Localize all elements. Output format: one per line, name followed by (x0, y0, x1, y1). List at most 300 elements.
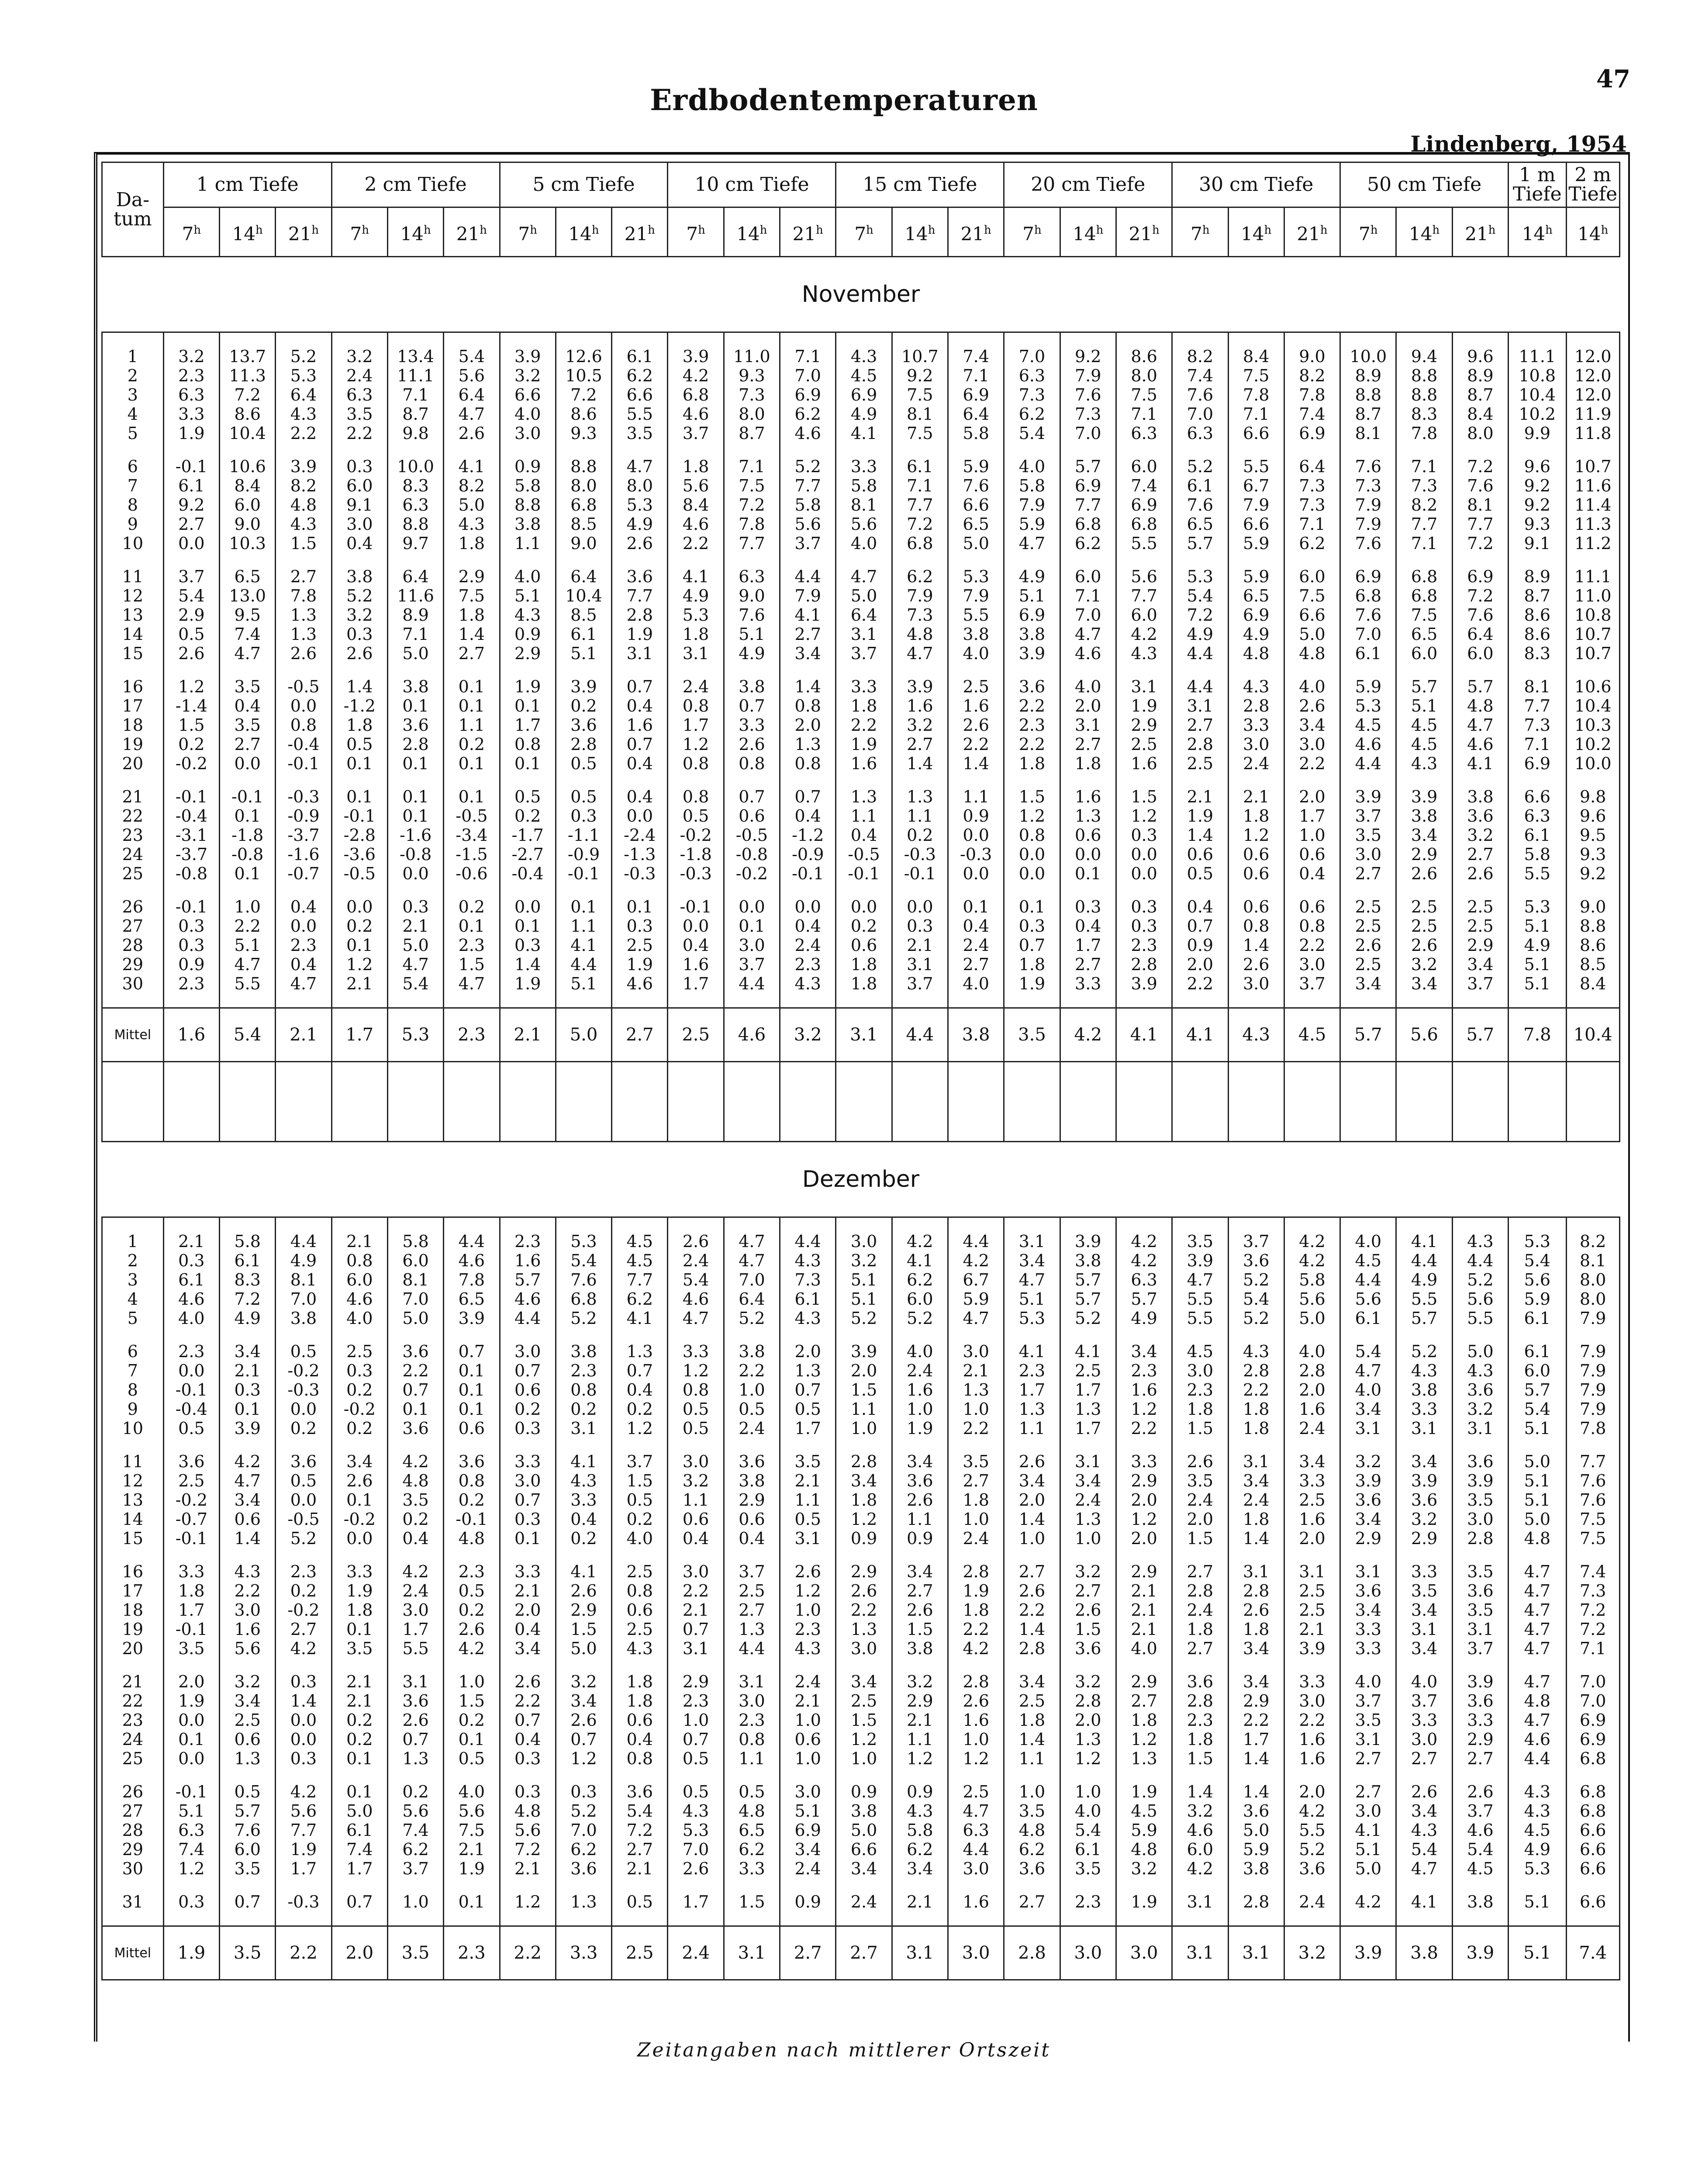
temperature-cell: 1.2 (1116, 806, 1172, 826)
temperature-cell: 1.4 (1004, 1620, 1060, 1639)
temperature-cell: 6.1 (892, 457, 948, 476)
temperature-cell: 4.5 (1340, 1251, 1396, 1270)
temperature-cell: 2.4 (1228, 1490, 1284, 1510)
temperature-cell: 2.0 (1004, 1490, 1060, 1510)
temperature-cell: -0.1 (163, 1380, 219, 1400)
temperature-cell: 7.1 (387, 385, 443, 404)
empty-cell (1340, 773, 1396, 787)
temperature-cell: 3.7 (1452, 974, 1508, 993)
temperature-cell: 2.6 (612, 534, 668, 553)
empty-cell (1566, 1658, 1619, 1672)
temperature-cell: -0.9 (780, 845, 836, 864)
temperature-cell: 1.9 (1172, 806, 1228, 826)
temperature-cell: 4.3 (276, 515, 331, 534)
temperature-cell: -0.8 (387, 845, 443, 864)
temperature-cell: 4.1 (556, 1562, 611, 1581)
temperature-cell: 0.0 (163, 1711, 219, 1730)
table-row (102, 534, 1620, 553)
temperature-cell: 4.0 (1116, 1639, 1172, 1658)
table-row (102, 1821, 1620, 1840)
empty-cell (1060, 773, 1116, 787)
temperature-cell: 0.4 (612, 1380, 668, 1400)
temperature-cell: 0.4 (612, 1730, 668, 1749)
temperature-cell: 2.4 (387, 1581, 443, 1600)
temperature-cell: 4.8 (1452, 696, 1508, 715)
temperature-cell: 2.2 (724, 1361, 780, 1380)
temperature-cell: 2.8 (1172, 1581, 1228, 1600)
temperature-cell: 2.6 (1396, 936, 1452, 955)
temperature-cell: 5.1 (1508, 1419, 1566, 1438)
temperature-cell: 0.0 (1116, 845, 1172, 864)
temperature-cell: 5.1 (836, 1270, 892, 1289)
empty-cell (1060, 332, 1116, 347)
empty-cell (1228, 553, 1284, 567)
temperature-cell: 0.4 (500, 1620, 556, 1639)
table-row (102, 974, 1620, 993)
temperature-cell: 3.3 (1284, 1471, 1340, 1490)
empty-cell (444, 553, 500, 567)
temperature-cell: 0.3 (163, 1892, 219, 1911)
temperature-cell: 1.8 (444, 605, 500, 625)
temperature-cell: 2.8 (948, 1562, 1004, 1581)
temperature-cell: 1.4 (1228, 1782, 1284, 1801)
empty-cell (948, 993, 1004, 1008)
temperature-cell: 0.3 (892, 916, 948, 936)
temperature-cell: 0.5 (612, 1892, 668, 1911)
temperature-cell: 3.8 (1004, 625, 1060, 644)
temperature-cell: 4.4 (724, 1639, 780, 1658)
empty-cell (1340, 1911, 1396, 1926)
empty-cell (1284, 993, 1340, 1008)
temperature-cell: 2.2 (1284, 1711, 1340, 1730)
temperature-cell: 6.0 (1172, 1840, 1228, 1859)
temperature-cell: 4.6 (1452, 1821, 1508, 1840)
temperature-cell: 10.3 (220, 534, 276, 553)
depth-header: 10 cm Tiefe (668, 162, 836, 207)
empty-cell (1228, 1062, 1284, 1142)
temperature-cell: 4.0 (836, 534, 892, 553)
temperature-cell: 11.4 (1566, 495, 1619, 515)
temperature-cell: 10.2 (1508, 404, 1566, 424)
page-number: 47 (1596, 65, 1630, 93)
temperature-cell: 10.5 (556, 366, 611, 385)
temperature-cell: 4.9 (220, 1309, 276, 1328)
temperature-cell: 5.4 (1452, 1840, 1508, 1859)
temperature-cell: -1.5 (444, 845, 500, 864)
temperature-cell: 0.9 (780, 1892, 836, 1911)
temperature-cell: 3.0 (724, 1691, 780, 1711)
temperature-cell: 0.4 (780, 806, 836, 826)
temperature-cell: 6.8 (1566, 1782, 1619, 1801)
temperature-cell: 5.4 (556, 1251, 611, 1270)
temperature-cell: 6.3 (1116, 1270, 1172, 1289)
temperature-cell: 3.7 (1228, 1232, 1284, 1251)
mittel-cell: 3.1 (836, 1008, 892, 1062)
empty-cell (444, 1217, 500, 1232)
table-row (102, 677, 1620, 696)
temperature-cell: 2.6 (1060, 1600, 1116, 1620)
empty-cell (1396, 883, 1452, 897)
empty-cell (556, 1328, 611, 1342)
temperature-cell: 0.0 (276, 1711, 331, 1730)
temperature-cell: 4.1 (556, 936, 611, 955)
temperature-cell: 3.4 (1284, 1452, 1340, 1471)
temperature-cell: -2.8 (331, 826, 387, 845)
empty-cell (220, 1438, 276, 1452)
empty-cell (1172, 1878, 1228, 1892)
temperature-cell: 0.8 (668, 1380, 724, 1400)
temperature-cell: 1.8 (948, 1600, 1004, 1620)
temperature-cell: 3.5 (163, 1639, 219, 1658)
temperature-cell: 4.2 (276, 1782, 331, 1801)
temperature-cell: 1.5 (724, 1892, 780, 1911)
temperature-cell: 5.1 (220, 936, 276, 955)
empty-cell (780, 1438, 836, 1452)
day-cell: 27 (102, 1801, 164, 1821)
temperature-cell: 5.7 (1060, 1289, 1116, 1309)
temperature-cell: 0.5 (780, 1400, 836, 1419)
temperature-cell: 1.7 (780, 1419, 836, 1438)
temperature-cell: 5.9 (1004, 515, 1060, 534)
temperature-cell: 1.3 (892, 787, 948, 806)
group-gap (102, 1217, 1620, 1232)
temperature-cell: 2.3 (163, 1342, 219, 1361)
temperature-cell: 7.1 (1284, 515, 1340, 534)
temperature-cell: 2.6 (444, 424, 500, 443)
empty-cell (612, 443, 668, 457)
temperature-cell: 0.3 (556, 806, 611, 826)
empty-cell (1172, 1911, 1228, 1926)
empty-cell (892, 1217, 948, 1232)
temperature-cell: 4.1 (1340, 1821, 1396, 1840)
temperature-cell: 0.5 (556, 754, 611, 773)
temperature-cell: 0.2 (500, 1400, 556, 1419)
temperature-cell: 0.1 (331, 787, 387, 806)
temperature-cell: 4.2 (1284, 1801, 1340, 1821)
temperature-cell: 0.0 (276, 1730, 331, 1749)
empty-cell (220, 1062, 276, 1142)
mittel-row (102, 1008, 1620, 1062)
day-cell: 16 (102, 1562, 164, 1581)
temperature-cell: 1.1 (500, 534, 556, 553)
temperature-cell: 7.6 (1452, 605, 1508, 625)
temperature-cell: 9.3 (724, 366, 780, 385)
temperature-cell: 4.8 (892, 625, 948, 644)
temperature-cell: 2.5 (612, 1620, 668, 1639)
time-header: 14$^h$ (387, 207, 443, 257)
temperature-cell: 2.6 (948, 1691, 1004, 1711)
temperature-cell: 5.6 (836, 515, 892, 534)
temperature-cell: 3.3 (1452, 1711, 1508, 1730)
temperature-cell: 7.9 (1566, 1361, 1619, 1380)
temperature-cell: 2.1 (387, 916, 443, 936)
temperature-cell: 5.4 (1004, 424, 1060, 443)
empty-cell (1004, 553, 1060, 567)
temperature-cell: 2.9 (1116, 715, 1172, 735)
temperature-cell: 6.4 (1284, 457, 1340, 476)
temperature-cell: 6.5 (724, 1821, 780, 1840)
empty-cell (1396, 1548, 1452, 1562)
temperature-cell: 7.5 (1396, 605, 1452, 625)
empty-cell (1508, 1217, 1566, 1232)
temperature-cell: 4.4 (556, 955, 611, 974)
day-cell: 20 (102, 1639, 164, 1658)
temperature-cell: 1.6 (1284, 1510, 1340, 1529)
temperature-cell: 9.0 (1284, 347, 1340, 366)
temperature-cell: 3.3 (724, 1859, 780, 1878)
empty-cell (1340, 883, 1396, 897)
temperature-cell: 5.8 (948, 424, 1004, 443)
temperature-cell: 1.8 (1228, 1620, 1284, 1639)
temperature-cell: 0.7 (780, 787, 836, 806)
time-header: 14$^h$ (1228, 207, 1284, 257)
temperature-cell: 4.2 (1284, 1232, 1340, 1251)
temperature-cell: 5.4 (1340, 1342, 1396, 1361)
temperature-cell: 2.1 (500, 1859, 556, 1878)
temperature-cell: 1.3 (276, 625, 331, 644)
temperature-cell: 0.1 (444, 754, 500, 773)
temperature-cell: 2.4 (1172, 1490, 1228, 1510)
temperature-cell: 0.5 (220, 1782, 276, 1801)
table-row (102, 515, 1620, 534)
temperature-cell: 3.4 (1452, 955, 1508, 974)
temperature-cell: 9.3 (1566, 845, 1619, 864)
empty-cell (948, 332, 1004, 347)
temperature-cell: 6.6 (1284, 605, 1340, 625)
temperature-cell: 0.0 (163, 534, 219, 553)
temperature-cell: 2.0 (163, 1672, 219, 1691)
temperature-cell: 3.0 (1340, 1801, 1396, 1821)
table-row (102, 424, 1620, 443)
temperature-cell: 3.1 (556, 1419, 611, 1438)
empty-cell (1116, 443, 1172, 457)
empty-cell (102, 1328, 164, 1342)
temperature-cell: 6.2 (556, 1840, 611, 1859)
temperature-cell: 2.0 (1116, 1490, 1172, 1510)
day-cell: 29 (102, 1840, 164, 1859)
temperature-cell: 7.6 (1340, 605, 1396, 625)
temperature-cell: 6.9 (1004, 605, 1060, 625)
empty-cell (724, 1217, 780, 1232)
temperature-cell: 7.8 (724, 515, 780, 534)
temperature-cell: 0.5 (276, 1342, 331, 1361)
temperature-cell: 4.9 (612, 515, 668, 534)
temperature-cell: 0.3 (387, 897, 443, 916)
temperature-cell: 5.5 (612, 404, 668, 424)
temperature-cell: 7.5 (1228, 366, 1284, 385)
temperature-cell: 3.4 (1284, 715, 1340, 735)
empty-cell (220, 1548, 276, 1562)
temperature-cell: 0.0 (163, 1749, 219, 1768)
temperature-cell: 1.8 (163, 1581, 219, 1600)
temperature-cell: 1.1 (724, 1749, 780, 1768)
temperature-cell: 3.2 (1396, 955, 1452, 974)
empty-cell (163, 1878, 219, 1892)
empty-cell (1284, 1658, 1340, 1672)
temperature-cell: 1.2 (556, 1749, 611, 1768)
mittel-cell: 3.1 (1228, 1926, 1284, 1980)
empty-cell (1452, 1658, 1508, 1672)
temperature-cell: 0.1 (331, 754, 387, 773)
empty-cell (1566, 1911, 1619, 1926)
day-cell: 1 (102, 1232, 164, 1251)
temperature-cell: 1.4 (444, 625, 500, 644)
temperature-cell: 1.8 (836, 974, 892, 993)
temperature-cell: 3.6 (1396, 1490, 1452, 1510)
temperature-cell: 3.0 (948, 1342, 1004, 1361)
temperature-cell: 3.1 (1340, 1730, 1396, 1749)
mittel-cell: 2.1 (500, 1008, 556, 1062)
temperature-cell: 4.0 (948, 974, 1004, 993)
temperature-cell: 4.7 (1508, 1711, 1566, 1730)
temperature-cell: 7.1 (1566, 1639, 1619, 1658)
empty-cell (387, 1548, 443, 1562)
temperature-cell: 2.2 (1004, 1600, 1060, 1620)
empty-cell (331, 1217, 387, 1232)
temperature-cell: 0.4 (1172, 897, 1228, 916)
temperature-cell: 0.5 (724, 1782, 780, 1801)
temperature-cell: -0.1 (556, 864, 611, 883)
temperature-cell: 2.4 (836, 1892, 892, 1911)
temperature-cell: 4.5 (612, 1232, 668, 1251)
temperature-cell: 6.1 (163, 1270, 219, 1289)
empty-cell (1508, 1768, 1566, 1782)
temperature-cell: 6.2 (892, 567, 948, 586)
temperature-cell: 7.9 (1340, 515, 1396, 534)
empty-cell (1508, 443, 1566, 457)
empty-cell (1566, 553, 1619, 567)
empty-cell (1116, 993, 1172, 1008)
temperature-cell: 3.1 (1228, 1562, 1284, 1581)
temperature-cell: 4.4 (1340, 754, 1396, 773)
temperature-cell: 6.3 (1116, 424, 1172, 443)
temperature-cell: 6.2 (892, 1840, 948, 1859)
temperature-cell: 4.6 (668, 404, 724, 424)
soil-temperature-table (101, 162, 1620, 1980)
empty-cell (1172, 1768, 1228, 1782)
empty-cell (1452, 332, 1508, 347)
temperature-cell: 1.2 (1004, 806, 1060, 826)
temperature-cell: 1.3 (276, 605, 331, 625)
temperature-cell: 3.2 (892, 715, 948, 735)
temperature-cell: 4.2 (1116, 1232, 1172, 1251)
temperature-cell: 1.2 (500, 1892, 556, 1911)
group-gap (102, 1768, 1620, 1782)
day-cell: 3 (102, 385, 164, 404)
temperature-cell: 1.8 (1004, 955, 1060, 974)
temperature-cell: -0.3 (276, 787, 331, 806)
temperature-cell: 5.4 (1060, 1821, 1116, 1840)
temperature-cell: 0.2 (892, 826, 948, 845)
empty-cell (1340, 443, 1396, 457)
temperature-cell: 7.0 (724, 1270, 780, 1289)
temperature-cell: 0.0 (1004, 864, 1060, 883)
temperature-cell: 7.9 (1228, 495, 1284, 515)
temperature-cell: 0.1 (387, 1400, 443, 1419)
temperature-cell: 0.9 (948, 806, 1004, 826)
empty-cell (387, 1658, 443, 1672)
depth-header: 50 cm Tiefe (1340, 162, 1508, 207)
temperature-cell: 4.4 (276, 1232, 331, 1251)
time-header: 14$^h$ (1508, 207, 1566, 257)
temperature-cell: 6.3 (1172, 424, 1228, 443)
temperature-cell: 7.3 (1004, 385, 1060, 404)
temperature-cell: 2.3 (668, 1691, 724, 1711)
empty-cell (556, 553, 611, 567)
temperature-cell: 2.4 (780, 936, 836, 955)
empty-cell (892, 773, 948, 787)
temperature-cell: 5.2 (1060, 1309, 1116, 1328)
day-cell: 29 (102, 955, 164, 974)
time-header: 21$^h$ (1116, 207, 1172, 257)
temperature-cell: 7.1 (948, 366, 1004, 385)
table-row (102, 457, 1620, 476)
temperature-cell: 7.8 (1566, 1419, 1619, 1438)
temperature-cell: 0.8 (612, 1581, 668, 1600)
temperature-cell: 8.3 (387, 476, 443, 495)
temperature-cell: 3.4 (1396, 1452, 1452, 1471)
empty-cell (500, 1438, 556, 1452)
temperature-cell: 3.5 (1452, 1562, 1508, 1581)
temperature-cell: 0.8 (612, 1749, 668, 1768)
temperature-cell: 4.8 (444, 1529, 500, 1548)
temperature-cell: 4.9 (1508, 936, 1566, 955)
temperature-cell: 1.9 (500, 974, 556, 993)
empty-cell (1004, 332, 1060, 347)
temperature-cell: 6.3 (1004, 366, 1060, 385)
empty-cell (1452, 1548, 1508, 1562)
temperature-cell: 3.8 (724, 1471, 780, 1490)
temperature-cell: 5.2 (276, 1529, 331, 1548)
depth-header: 2 cm Tiefe (331, 162, 500, 207)
temperature-cell: 2.0 (1116, 1529, 1172, 1548)
temperature-cell: 7.1 (387, 625, 443, 644)
temperature-cell: 7.7 (612, 1270, 668, 1289)
temperature-cell: 4.0 (612, 1529, 668, 1548)
temperature-cell: 3.9 (220, 1419, 276, 1438)
mittel-cell: 3.5 (387, 1926, 443, 1980)
temperature-cell: 1.0 (836, 1419, 892, 1438)
temperature-cell: 4.3 (1452, 1361, 1508, 1380)
temperature-cell: 6.9 (1566, 1730, 1619, 1749)
temperature-cell: 4.7 (1452, 715, 1508, 735)
empty-cell (724, 1548, 780, 1562)
temperature-cell: 5.5 (220, 974, 276, 993)
temperature-cell: 8.2 (1566, 1232, 1619, 1251)
temperature-cell: 0.5 (668, 1400, 724, 1419)
temperature-cell: 2.5 (1396, 897, 1452, 916)
temperature-cell: 3.5 (1004, 1801, 1060, 1821)
temperature-cell: 1.1 (556, 916, 611, 936)
temperature-cell: 3.0 (387, 1600, 443, 1620)
temperature-cell: 8.9 (1452, 366, 1508, 385)
temperature-cell: 3.4 (1228, 1672, 1284, 1691)
empty-cell (1284, 443, 1340, 457)
empty-cell (556, 1062, 611, 1142)
empty-cell (1566, 332, 1619, 347)
temperature-cell: 2.8 (612, 605, 668, 625)
empty-cell (1172, 663, 1228, 677)
temperature-cell: 7.3 (1060, 404, 1116, 424)
temperature-cell: 0.1 (500, 754, 556, 773)
temperature-cell: 10.0 (1566, 754, 1619, 773)
temperature-cell: 2.1 (892, 1892, 948, 1911)
temperature-cell: 3.1 (668, 644, 724, 663)
temperature-cell: 3.3 (1060, 974, 1116, 993)
temperature-cell: 6.6 (1228, 424, 1284, 443)
temperature-cell: 6.9 (780, 1821, 836, 1840)
group-gap (102, 553, 1620, 567)
